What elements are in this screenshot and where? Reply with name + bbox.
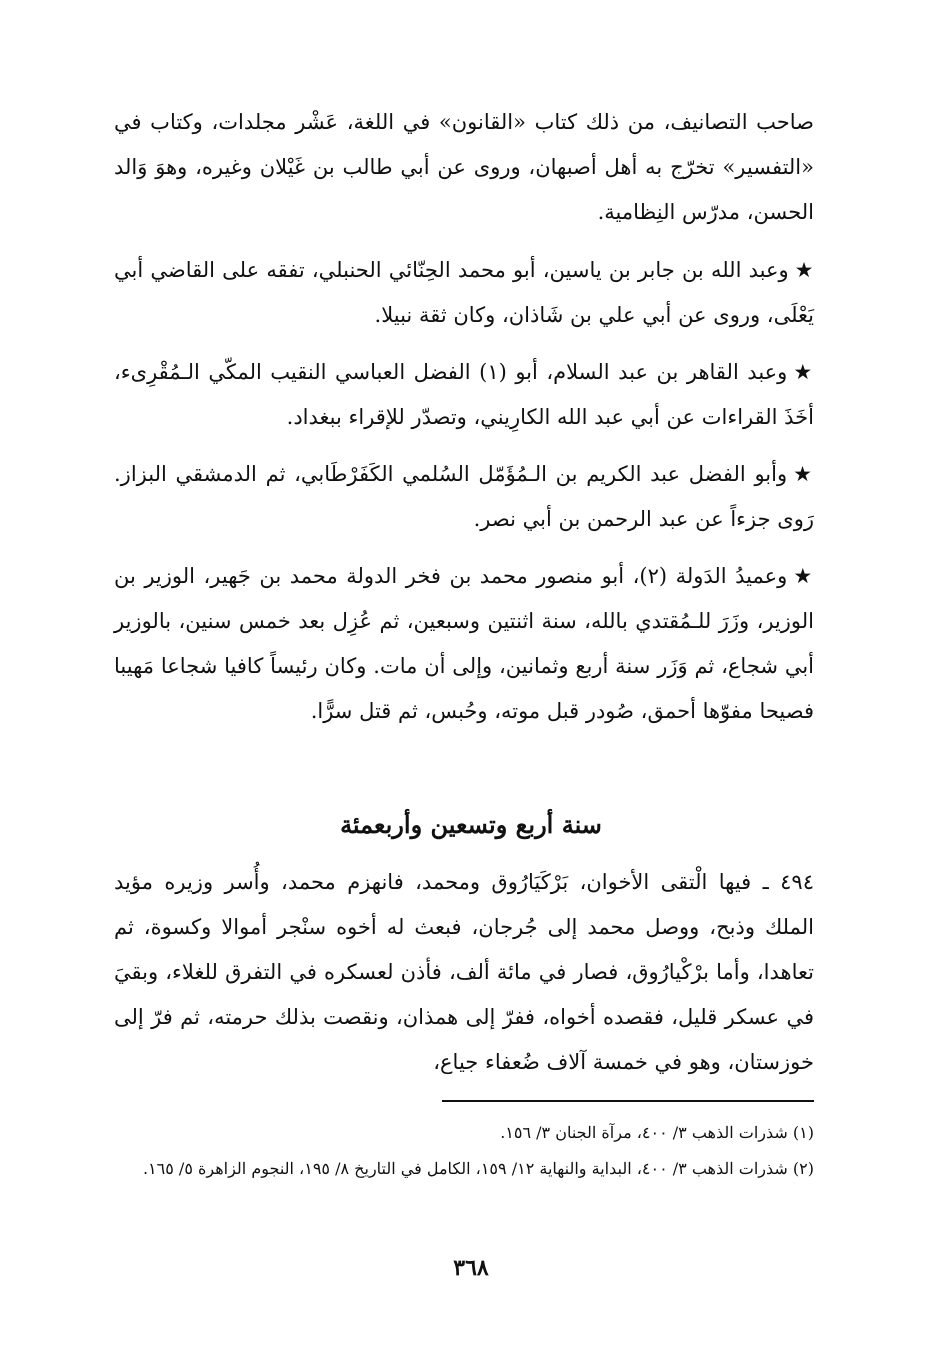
paragraph-text: وعبد القاهر بن عبد السلام، أبو (١) الفضل العباسي النقيب المكّي الـمُقْرِىء، أخَذَ القراءات عن أبي عبد الله الكارِيني، وتصدّر للإقراء ببغداد. (114, 360, 814, 429)
footnote: (١) شذرات الذهب ٣/ ٤٠٠، مرآة الجنان ٣/ ١٥٦. (500, 1123, 814, 1142)
footnote: (٢) شذرات الذهب ٣/ ٤٠٠، البداية والنهاية ١٢/ ١٥٩، الكامل في التاريخ ٨/ ١٩٥، النجوم الزاهرة ٥/ ١٦٥. (142, 1159, 814, 1178)
star-icon: ★ (793, 462, 814, 486)
star-icon: ★ (794, 258, 815, 282)
paragraph-text: وأبو الفضل عبد الكريم بن الـمُؤَمّل السُلمي الكَفَرْطَابي، ثم الدمشقي البزاز. رَوى جزءاً عن عبد الرحمن بن أبي نصر. (114, 462, 814, 531)
paragraph-text: ٤٩٤ ـ فيها الْتقى الأخوان، بَرْكَيَارُوق ومحمد، فانهزم محمد، وأُسر وزيره مؤيد الملك وذبح، ووصل محمد إلى جُرجان، فبعث له أخوه سنْجر أموالا وكسوة، ثم تعاهدا، وأما برْكْيارُوق، فصار في مائة ألف، فأذن لعسكره في التفرق للغلاء، وبقيَ في عسكر قليل، فقصده أخواه، ففرّ إلى همذان، ونقصت بذلك حرمته، ثم فرّ إلى خوزستان، وهو في خمسة آلاف ضُعفاء جياع، (114, 870, 814, 1074)
footnote-divider (442, 1100, 814, 1102)
paragraph-text: وعميدُ الدَولة (٢)، أبو منصور محمد بن فخر الدولة محمد بن جَهير، الوزير بن الوزير، وزَرَ للـمُقتدي بالله، سنة اثنتين وسبعين، ثم عُزِل بعد خمس سنين، بالوزير أبي شجاع، ثم وَزَر سنة أربع وثمانين، وإلى أن مات. وكان رئيساً كافيا شجاعا مَهيبا فصيحا مفوّها أحمق، صُودر قبل موته، وحُبس، ثم قتل سرًّا. (114, 564, 814, 723)
section-entry (114, 860, 814, 1085)
star-icon: ★ (793, 360, 814, 384)
biography-entry (114, 248, 814, 338)
star-icon: ★ (793, 564, 814, 588)
page-number: ٣٦٨ (453, 1255, 489, 1281)
paragraph-text: صاحب التصانيف، من ذلك كتاب «القانون» في اللغة، عَشْر مجلدات، وكتاب في «التفسير» تخرّج به أهل أصبهان، وروى عن أبي طالب بن غَيْلان وغيره، وهوَ وَالد الحسن، مدرّس النِظامية. (114, 110, 814, 224)
paragraph-text: وعبد الله بن جابر بن ياسين، أبو محمد الحِنّائي الحنبلي، تفقه على القاضي أبي يَعْلَى، وروى عن أبي علي بن شَاذان، وكان ثقة نبيلا. (114, 258, 814, 327)
paragraph-continuation (114, 100, 814, 235)
biography-entry (114, 350, 814, 440)
section-heading: سنة أربع وتسعين وأربعمئة (340, 810, 602, 839)
footnotes (114, 1118, 814, 1190)
biography-entry (114, 554, 814, 734)
biography-entry (114, 452, 814, 542)
